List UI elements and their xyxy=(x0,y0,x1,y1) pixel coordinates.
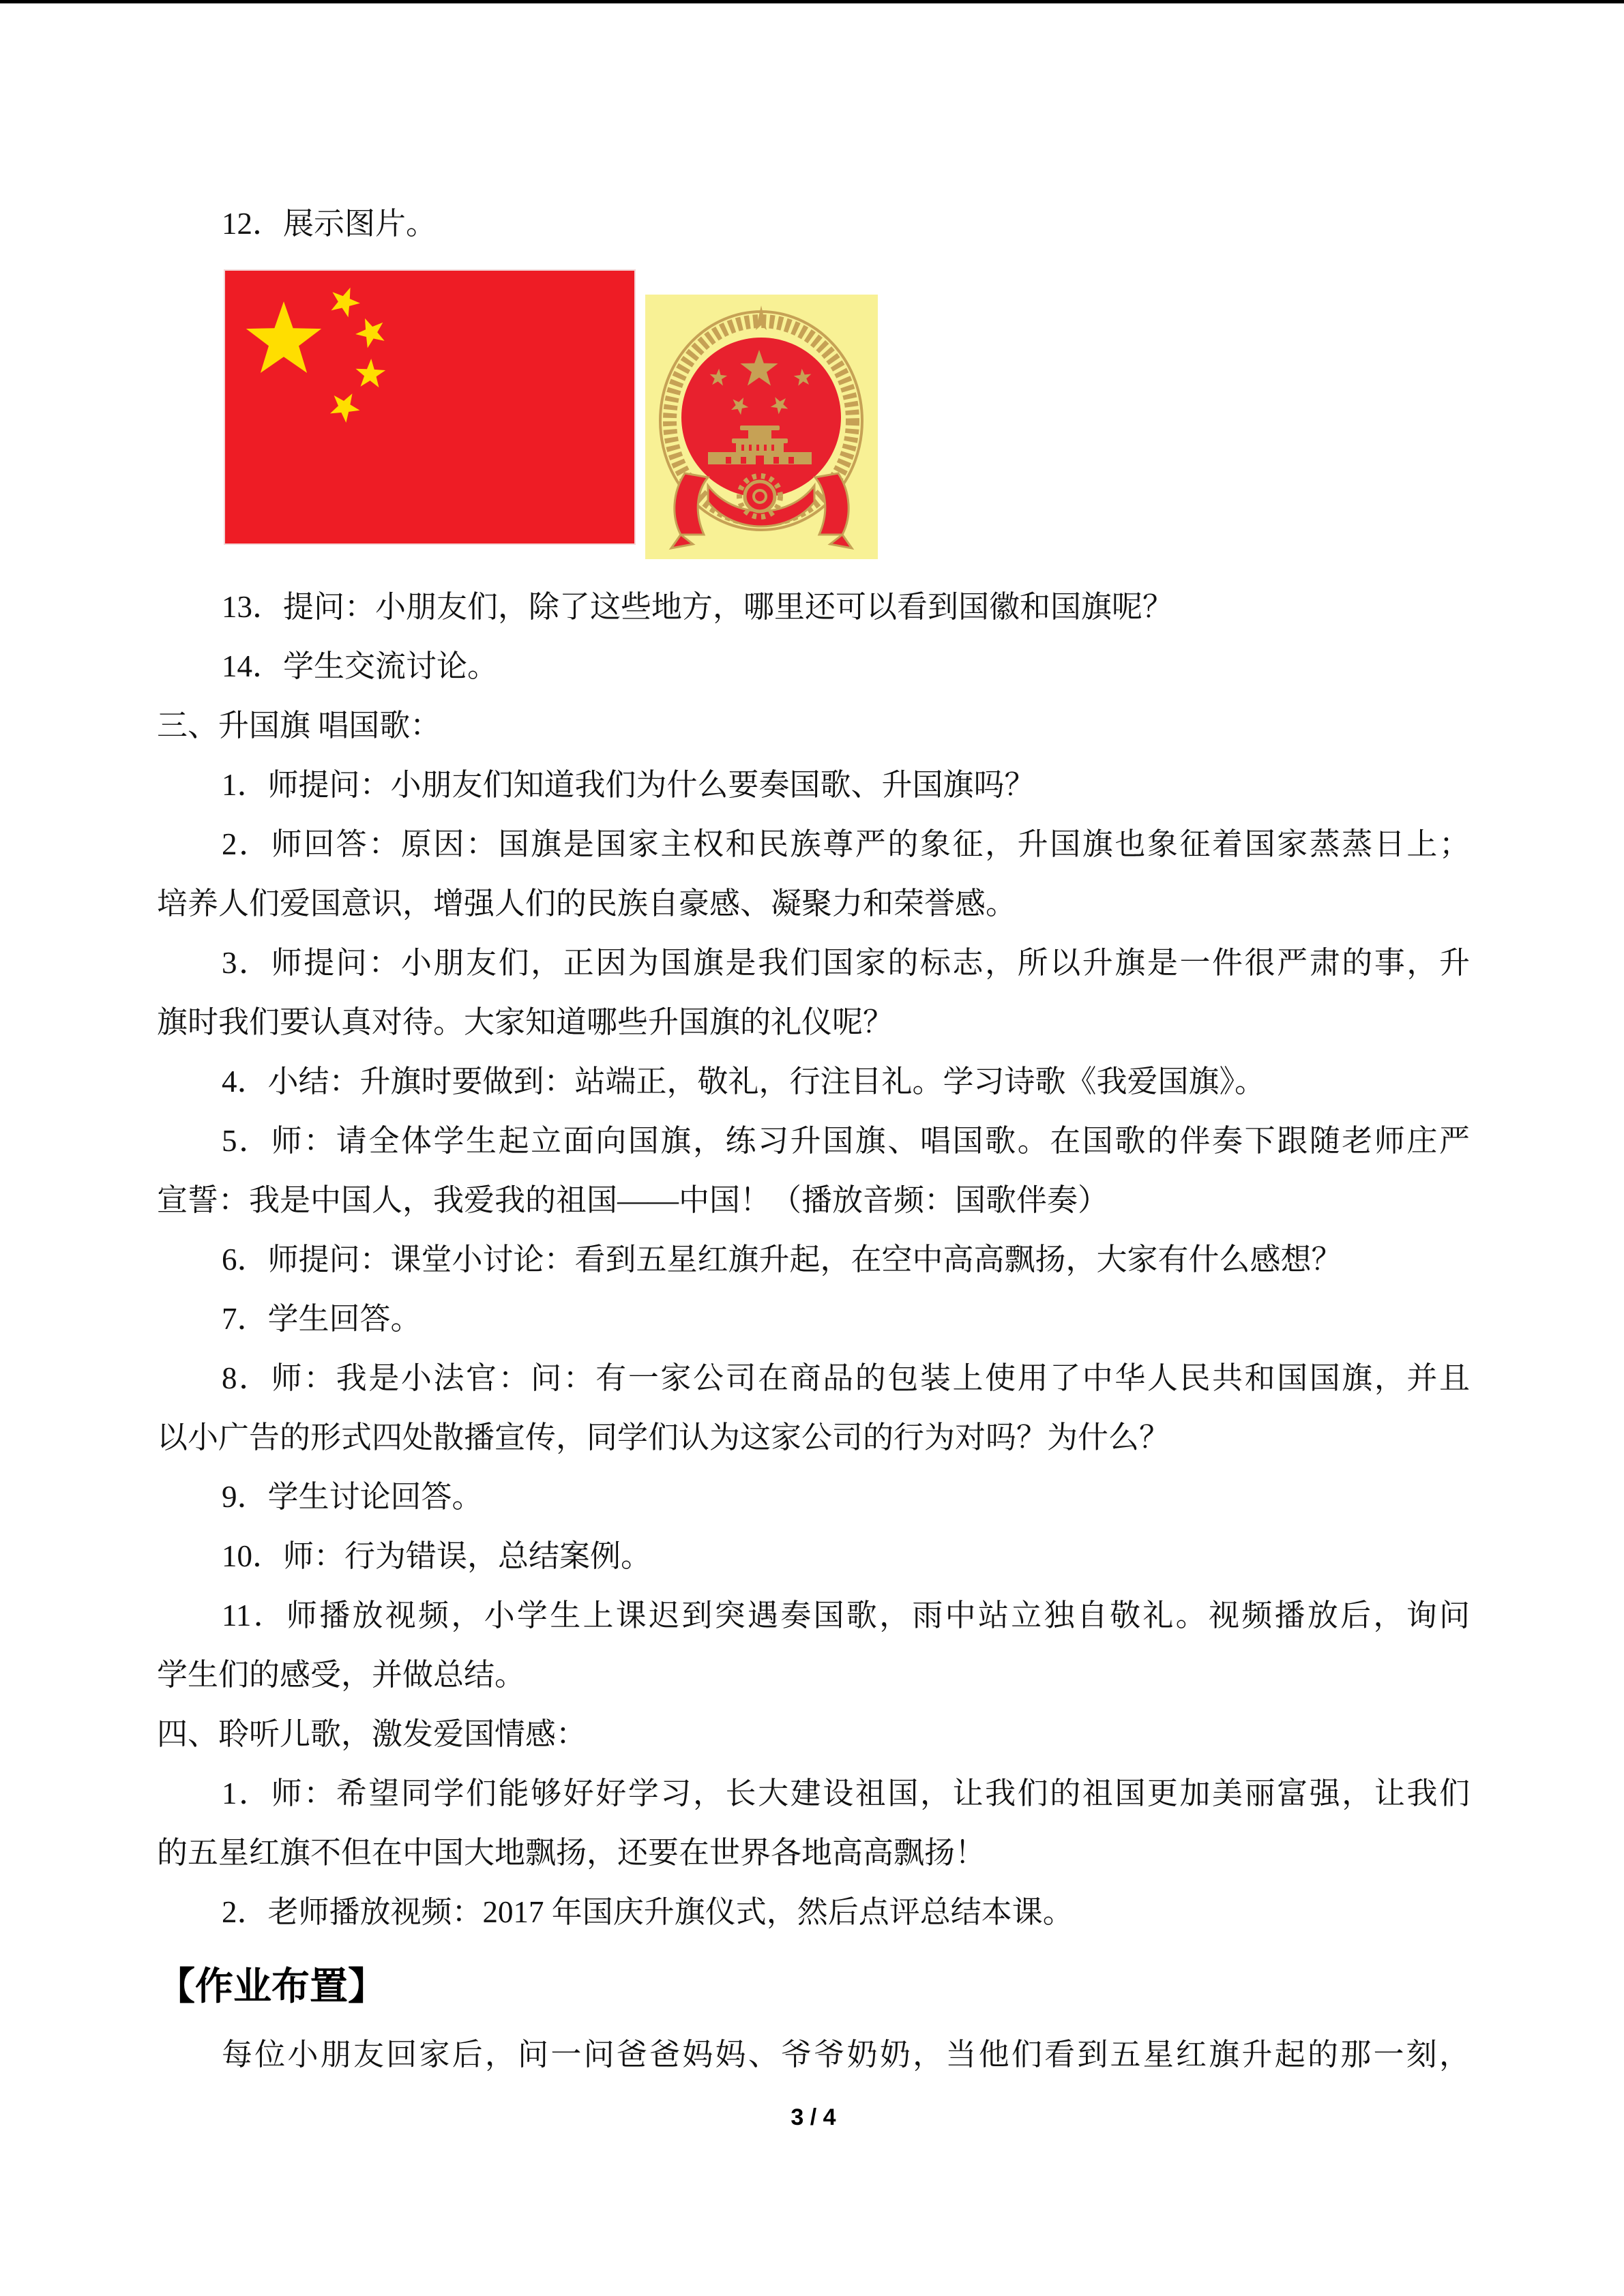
lesson-step-line-13: 13．提问：小朋友们，除了这些地方，哪里还可以看到国徽和国旗呢？ xyxy=(222,590,1174,624)
images-row xyxy=(225,271,1470,559)
lesson-step-line: 4．小结：升旗时要做到：站端正，敬礼，行注目礼。学习诗歌《我爱国旗》。 xyxy=(222,1064,1266,1099)
lesson-step-line: 6．师提问：课堂小讨论：看到五星红旗升起，在空中高高飘扬，大家有什么感想？ xyxy=(222,1242,1342,1277)
lesson-step-line: 8．师：我是小法官：问：有一家公司在商品的包装上使用了中华人民共和国国旗，并且 xyxy=(222,1361,1470,1395)
lesson-step-line: 培养人们爱国意识，增强人们的民族自豪感、凝聚力和荣誉感。 xyxy=(157,886,1017,921)
lesson-step-line: 旗时我们要认真对待。大家知道哪些升国旗的礼仪呢？ xyxy=(157,1005,894,1039)
page-top-edge-line xyxy=(0,0,1624,3)
section-heading-3: 三、升国旗 唱国歌： xyxy=(157,709,441,743)
lesson-step-line: 2．师回答：原因：国旗是国家主权和民族尊严的象征，升国旗也象征着国家蒸蒸日上； xyxy=(222,827,1470,861)
lesson-step-line: 1．师提问：小朋友们知道我们为什么要奏国歌、升国旗吗？ xyxy=(222,768,1035,802)
lesson-step-line: 学生们的感受，并做总结。 xyxy=(157,1658,526,1692)
lesson-step-line: 2．老师播放视频：2017 年国庆升旗仪式，然后点评总结本课。 xyxy=(222,1895,1074,1929)
homework-section-heading: 【作业布置】 xyxy=(157,1965,386,2008)
lesson-step-line: 以小广告的形式四处散播宣传，同学们认为这家公司的行为对吗？为什么？ xyxy=(157,1420,1170,1455)
lesson-step-line: 宣誓：我是中国人，我爱我的祖国——中国！（播放音频：国歌伴奏） xyxy=(157,1183,1109,1217)
lesson-step-line: 11．师播放视频，小学生上课迟到突遇奏国歌，雨中站立独自敬礼。视频播放后，询问 xyxy=(222,1598,1470,1632)
lesson-step-line: 5．师：请全体学生起立面向国旗，练习升国旗、唱国歌。在国歌的伴奏下跟随老师庄严 xyxy=(222,1124,1470,1158)
document-content xyxy=(157,194,1470,2131)
lesson-step-line-14: 14．学生交流讨论。 xyxy=(222,649,499,683)
lesson-step-line-12: 12．展示图片。 xyxy=(222,207,437,241)
lesson-step-line: 3．师提问：小朋友们，正因为国旗是我们国家的标志，所以升旗是一件很严肃的事，升 xyxy=(222,946,1470,980)
china-national-emblem-image xyxy=(645,295,878,559)
lesson-step-line: 7．学生回答。 xyxy=(222,1302,422,1336)
homework-body-line: 每位小朋友回家后，问一问爸爸妈妈、爷爷奶奶，当他们看到五星红旗升起的那一刻， xyxy=(222,2038,1470,2072)
page-number: 3 / 4 xyxy=(791,2104,836,2130)
lesson-step-line: 的五星红旗不但在中国大地飘扬，还要在世界各地高高飘扬！ xyxy=(157,1836,986,1870)
lesson-step-line: 9．学生讨论回答。 xyxy=(222,1480,483,1514)
china-national-flag-image xyxy=(225,271,634,543)
section-heading-4: 四、聆听儿歌，激发爱国情感： xyxy=(157,1717,587,1751)
lesson-step-line: 10．师：行为错误，总结案例。 xyxy=(222,1539,652,1573)
lesson-step-line: 1．师：希望同学们能够好好学习，长大建设祖国，让我们的祖国更加美丽富强，让我们 xyxy=(222,1776,1470,1810)
